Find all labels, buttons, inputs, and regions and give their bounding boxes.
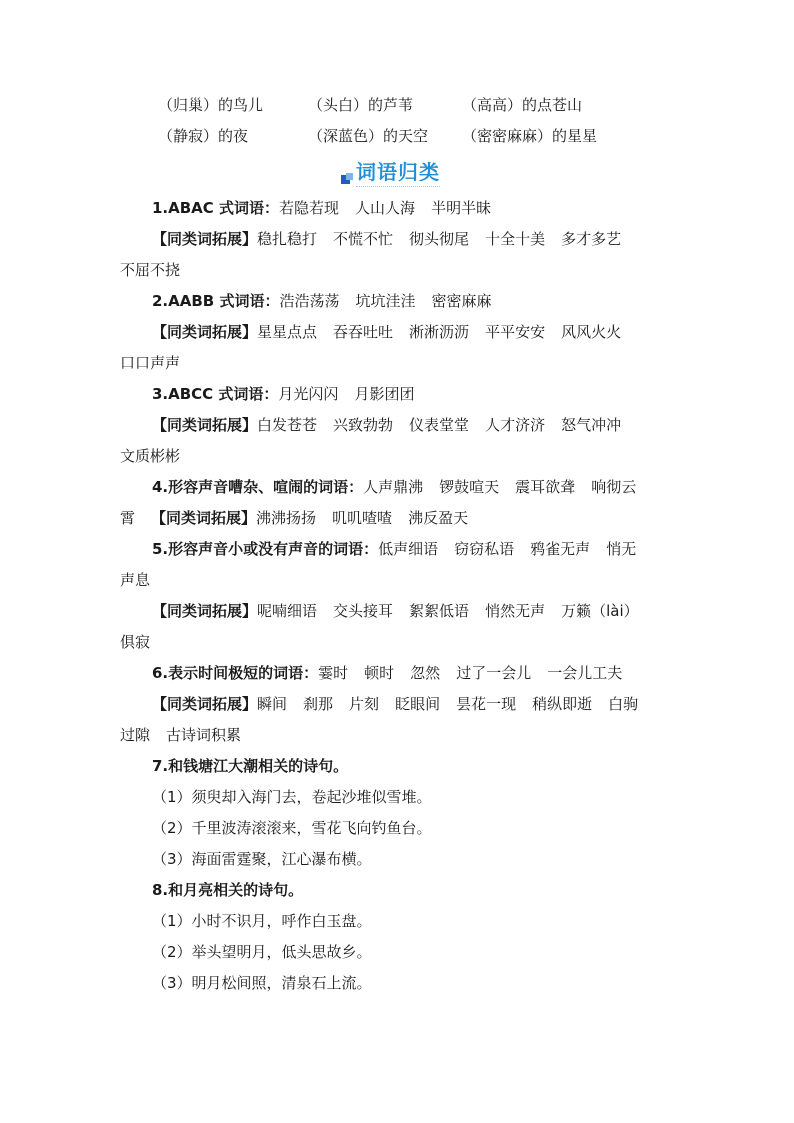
expand-line-cont — [120, 348, 678, 379]
word: 十全十美 — [485, 230, 546, 248]
phrase-pair: （静寂）的夜 — [158, 127, 249, 145]
word: 不屈不挠 — [120, 261, 181, 279]
word: 浩浩荡荡 — [279, 292, 340, 310]
category-line — [120, 658, 678, 689]
category-line — [120, 472, 678, 503]
word: 白驹 — [608, 695, 639, 713]
expand-label: 【同类词拓展】 — [152, 323, 258, 341]
word: 怒气冲冲 — [561, 416, 622, 434]
poem-line: （1）须臾却入海门去，卷起沙堆似雪堆。 — [152, 788, 432, 806]
word: 声息 — [120, 571, 151, 589]
category-label: 6.表示时间极短的词语： — [152, 664, 319, 682]
expand-line — [120, 410, 678, 441]
phrase-pair: （归巢）的鸟儿 — [158, 96, 264, 114]
category-line — [120, 379, 678, 410]
category-line-cont — [120, 565, 678, 596]
word: 稍纵即逝 — [532, 695, 593, 713]
expand-line-cont — [120, 720, 678, 751]
phrase-pair: （深蓝色）的天空 — [308, 127, 429, 145]
poem-line: （2）千里波涛滚滚来，雪花飞向钓鱼台。 — [152, 819, 432, 837]
word: 震耳欲聋 — [515, 478, 576, 496]
word: 锣鼓喧天 — [439, 478, 500, 496]
word: 刹那 — [303, 695, 334, 713]
expand-label: 【同类词拓展】 — [152, 602, 258, 620]
word: 昙花一现 — [456, 695, 517, 713]
word: 过了一会儿 — [456, 664, 532, 682]
word: 低声细语 — [378, 540, 439, 558]
phrase-row — [158, 94, 678, 125]
word: 吞吞吐吐 — [333, 323, 394, 341]
expand-label: 【同类词拓展】 — [152, 416, 258, 434]
heading-bullet-icon — [341, 173, 353, 185]
poem-line: （3）海面雷霆聚，江心瀑布横。 — [152, 850, 372, 868]
category-label: 3.ABCC 式词语： — [152, 385, 279, 403]
expand-line — [120, 317, 678, 348]
word: 人山人海 — [355, 199, 416, 217]
word: 沸沸扬扬 — [256, 509, 317, 527]
expand-label: 【同类词拓展】 — [152, 695, 258, 713]
word: 星星点点 — [257, 323, 318, 341]
category-line — [120, 286, 678, 317]
poem-line: （2）举头望明月，低头思故乡。 — [152, 943, 372, 961]
word: 淅淅沥沥 — [409, 323, 470, 341]
word: 人才济济 — [485, 416, 546, 434]
section-heading — [341, 156, 440, 187]
expand-line — [120, 689, 678, 720]
word: 万籁（lài） — [561, 602, 639, 620]
category-label: 5.形容声音小或没有声音的词语： — [152, 540, 379, 558]
poem-section-title — [120, 751, 678, 782]
word: 人声鼎沸 — [363, 478, 424, 496]
expand-line-cont — [120, 441, 678, 472]
word: 半明半昧 — [431, 199, 492, 217]
poem-line: （3）明月松间照，清泉石上流。 — [152, 974, 372, 992]
word: 交头接耳 — [333, 602, 394, 620]
phrase-pair: （高高）的点苍山 — [462, 96, 583, 114]
category-label: 1.ABAC 式词语： — [152, 199, 280, 217]
expand-label: 【同类词拓展】 — [151, 509, 257, 527]
word-categories — [120, 193, 678, 999]
poem-section-title — [120, 875, 678, 906]
category-line-cont — [120, 503, 678, 534]
category-line — [120, 534, 678, 565]
category-label: 2.AABB 式词语： — [152, 292, 280, 310]
word: 呢喃细语 — [257, 602, 318, 620]
word: 稳扎稳打 — [257, 230, 318, 248]
poem-line: （1）小时不识月，呼作白玉盘。 — [152, 912, 372, 930]
phrase-pair: （头白）的芦苇 — [308, 96, 414, 114]
word: 眨眼间 — [395, 695, 441, 713]
expand-line — [120, 596, 678, 627]
word: 霎时 — [318, 664, 349, 682]
category-line — [120, 193, 678, 224]
word: 片刻 — [349, 695, 380, 713]
word: 沸反盈天 — [408, 509, 469, 527]
phrase-pairs — [158, 94, 678, 156]
word: 悄无 — [606, 540, 637, 558]
word: 密密麻麻 — [431, 292, 492, 310]
word: 口口声声 — [120, 354, 181, 372]
word: 月光闪闪 — [278, 385, 339, 403]
word: 平平安安 — [485, 323, 546, 341]
word: 仪表堂堂 — [409, 416, 470, 434]
poem-title: 7.和钱塘江大潮相关的诗句。 — [152, 757, 349, 775]
expand-label: 【同类词拓展】 — [152, 230, 258, 248]
word: 霄 — [120, 509, 136, 527]
word: 悄然无声 — [485, 602, 546, 620]
section-title: 词语归类 — [356, 156, 440, 187]
word: 若隐若现 — [279, 199, 340, 217]
word: 忽然 — [410, 664, 441, 682]
word: 月影团团 — [354, 385, 415, 403]
word: 鸦雀无声 — [530, 540, 591, 558]
category-label: 4.形容声音嘈杂、喧闹的词语： — [152, 478, 364, 496]
word: 风风火火 — [561, 323, 622, 341]
expand-line-cont — [120, 627, 678, 658]
word: 彻头彻尾 — [409, 230, 470, 248]
word: 坑坑洼洼 — [355, 292, 416, 310]
word: 兴致勃勃 — [333, 416, 394, 434]
phrase-row — [158, 125, 678, 156]
word: 顿时 — [364, 664, 395, 682]
word: 多才多艺 — [561, 230, 622, 248]
word: 过隙 — [120, 726, 151, 744]
word: 一会儿工夫 — [547, 664, 623, 682]
poem-title: 8.和月亮相关的诗句。 — [152, 881, 304, 899]
expand-line — [120, 224, 678, 255]
word: 响彻云 — [591, 478, 637, 496]
word: 窃窃私语 — [454, 540, 515, 558]
word: 古诗词积累 — [166, 726, 242, 744]
word: 文质彬彬 — [120, 447, 181, 465]
word: 白发苍苍 — [257, 416, 318, 434]
word: 絮絮低语 — [409, 602, 470, 620]
word: 瞬间 — [257, 695, 288, 713]
word: 俱寂 — [120, 633, 151, 651]
expand-line-cont — [120, 255, 678, 286]
phrase-pair: （密密麻麻）的星星 — [462, 127, 598, 145]
word: 叽叽喳喳 — [332, 509, 393, 527]
word: 不慌不忙 — [333, 230, 394, 248]
